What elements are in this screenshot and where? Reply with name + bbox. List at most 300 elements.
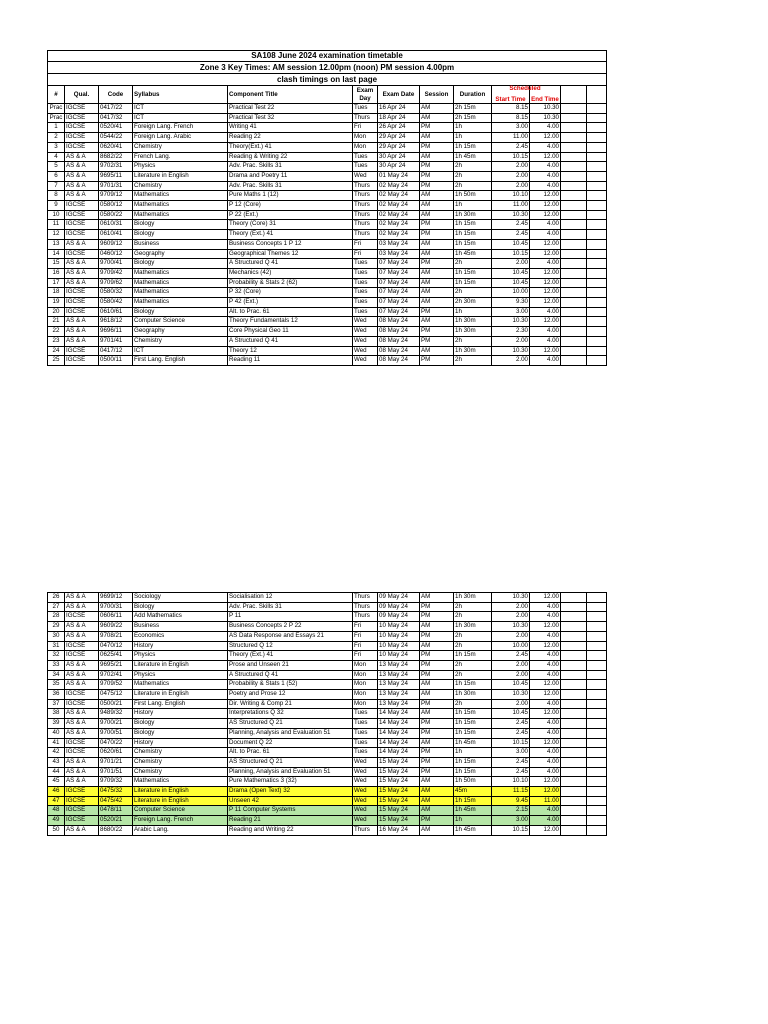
cell-qual: AS & A xyxy=(65,191,99,201)
cell-duration: 2h 15m xyxy=(454,104,492,114)
table-row xyxy=(48,690,607,700)
cell-code: 9708/21 xyxy=(99,631,133,641)
cell-duration: 1h 15m xyxy=(454,230,492,240)
cell-end: 12.00 xyxy=(530,298,561,308)
table-row xyxy=(48,660,607,670)
cell-qual: IGCSE xyxy=(65,104,99,114)
cell-component: Planning, Analysis and Evaluation 51 xyxy=(228,728,353,738)
cell-qual: AS & A xyxy=(65,719,99,729)
cell-start: 2.45 xyxy=(492,220,530,230)
cell-code: 0620/61 xyxy=(99,748,133,758)
cell-date: 07 May 24 xyxy=(378,298,420,308)
cell-end: 4.00 xyxy=(530,631,561,641)
cell-day: Tues xyxy=(353,278,378,288)
cell-session: PM xyxy=(420,767,454,777)
table-row xyxy=(48,709,607,719)
cell-day: Wed xyxy=(353,777,378,787)
cell-qual: AS & A xyxy=(65,767,99,777)
cell-component: P 11 Computer Systems xyxy=(228,806,353,816)
cell-session: AM xyxy=(420,787,454,797)
cell-start: 10.10 xyxy=(492,777,530,787)
cell-qual: IGCSE xyxy=(65,796,99,806)
cell-component: Reading 21 xyxy=(228,816,353,826)
cell-component: AS Structured Q 21 xyxy=(228,719,353,729)
cell-syllabus: Biology xyxy=(133,259,228,269)
cell-blank xyxy=(587,346,607,356)
cell-code: 9700/41 xyxy=(99,259,133,269)
cell-start: 2.45 xyxy=(492,757,530,767)
cell-qual: IGCSE xyxy=(65,249,99,259)
cell-blank xyxy=(561,113,587,123)
col-syllabus: Syllabus xyxy=(133,86,228,104)
cell-qual: AS & A xyxy=(65,259,99,269)
cell-session: PM xyxy=(420,757,454,767)
cell-blank xyxy=(587,777,607,787)
cell-end: 4.00 xyxy=(530,259,561,269)
cell-code: 0470/22 xyxy=(99,738,133,748)
cell-session: PM xyxy=(420,612,454,622)
cell-end: 4.00 xyxy=(530,171,561,181)
cell-syllabus: Biology xyxy=(133,728,228,738)
cell-syllabus: Mathematics xyxy=(133,191,228,201)
cell-component: Document Q 22 xyxy=(228,738,353,748)
cell-blank xyxy=(561,268,587,278)
cell-end: 4.00 xyxy=(530,728,561,738)
cell-session: PM xyxy=(420,327,454,337)
cell-num: 19 xyxy=(48,298,65,308)
cell-syllabus: Mathematics xyxy=(133,298,228,308)
cell-code: 0610/31 xyxy=(99,220,133,230)
table-row xyxy=(48,152,607,162)
cell-session: AM xyxy=(420,191,454,201)
cell-session: AM xyxy=(420,268,454,278)
cell-syllabus: Economics xyxy=(133,631,228,641)
cell-session: PM xyxy=(420,719,454,729)
cell-num: 28 xyxy=(48,612,65,622)
cell-num: 29 xyxy=(48,622,65,632)
table-row xyxy=(48,230,607,240)
cell-duration: 2h xyxy=(454,162,492,172)
cell-session: AM xyxy=(420,239,454,249)
cell-day: Mon xyxy=(353,699,378,709)
timetable-title: SA108 June 2024 examination timetable xyxy=(48,51,607,62)
cell-blank xyxy=(587,239,607,249)
cell-start: 2.15 xyxy=(492,806,530,816)
cell-component: Pure Maths 1 (12) xyxy=(228,191,353,201)
cell-num: 17 xyxy=(48,278,65,288)
cell-session: PM xyxy=(420,356,454,366)
cell-start: 2.00 xyxy=(492,631,530,641)
cell-syllabus: ICT xyxy=(133,113,228,123)
cell-blank xyxy=(561,220,587,230)
cell-end: 12.00 xyxy=(530,152,561,162)
cell-blank xyxy=(561,709,587,719)
cell-component: Poetry and Prose 12 xyxy=(228,690,353,700)
cell-num: 36 xyxy=(48,690,65,700)
cell-day: Fri xyxy=(353,123,378,133)
cell-blank xyxy=(561,239,587,249)
table-row xyxy=(48,142,607,152)
cell-num: 3 xyxy=(48,142,65,152)
cell-blank xyxy=(561,738,587,748)
cell-syllabus: Biology xyxy=(133,307,228,317)
cell-code: 9700/21 xyxy=(99,719,133,729)
cell-duration: 1h 15m xyxy=(454,728,492,738)
cell-duration: 1h xyxy=(454,133,492,143)
cell-session: AM xyxy=(420,641,454,651)
cell-duration: 1h 30m xyxy=(454,210,492,220)
cell-start: 10.30 xyxy=(492,210,530,220)
cell-day: Fri xyxy=(353,249,378,259)
cell-start: 9.45 xyxy=(492,796,530,806)
cell-duration: 2h xyxy=(454,660,492,670)
cell-syllabus: Sociology xyxy=(133,593,228,603)
cell-blank xyxy=(561,767,587,777)
cell-session: PM xyxy=(420,181,454,191)
cell-start: 2.00 xyxy=(492,612,530,622)
cell-blank xyxy=(561,317,587,327)
cell-duration: 1h 45m xyxy=(454,738,492,748)
cell-end: 4.00 xyxy=(530,767,561,777)
cell-qual: IGCSE xyxy=(65,806,99,816)
table-row xyxy=(48,825,607,835)
cell-code: 0500/21 xyxy=(99,699,133,709)
cell-syllabus: Business xyxy=(133,239,228,249)
cell-blank xyxy=(587,806,607,816)
cell-qual: IGCSE xyxy=(65,230,99,240)
cell-qual: IGCSE xyxy=(65,288,99,298)
cell-blank xyxy=(561,719,587,729)
table-row xyxy=(48,641,607,651)
table-row xyxy=(48,670,607,680)
cell-blank xyxy=(561,249,587,259)
cell-num: 5 xyxy=(48,162,65,172)
cell-num: 31 xyxy=(48,641,65,651)
cell-num: 39 xyxy=(48,719,65,729)
cell-start: 2.45 xyxy=(492,651,530,661)
cell-blank xyxy=(587,767,607,777)
cell-blank xyxy=(587,113,607,123)
table-row xyxy=(48,806,607,816)
cell-component: Dir. Writing & Comp 21 xyxy=(228,699,353,709)
cell-end: 12.00 xyxy=(530,191,561,201)
cell-start: 11.00 xyxy=(492,201,530,211)
table-row xyxy=(48,220,607,230)
cell-syllabus: Mathematics xyxy=(133,777,228,787)
cell-session: AM xyxy=(420,201,454,211)
cell-start: 2.45 xyxy=(492,719,530,729)
cell-end: 12.00 xyxy=(530,709,561,719)
cell-num: 7 xyxy=(48,181,65,191)
cell-component: Business Concepts 1 P 12 xyxy=(228,239,353,249)
cell-code: 0620/41 xyxy=(99,142,133,152)
cell-end: 10.30 xyxy=(530,104,561,114)
cell-duration: 1h 30m xyxy=(454,690,492,700)
cell-end: 12.00 xyxy=(530,690,561,700)
cell-duration: 1h xyxy=(454,307,492,317)
cell-syllabus: Biology xyxy=(133,602,228,612)
cell-blank xyxy=(561,757,587,767)
cell-duration: 1h 30m xyxy=(454,593,492,603)
col-component: Component Title xyxy=(228,86,353,104)
cell-code: 0610/41 xyxy=(99,230,133,240)
cell-blank xyxy=(561,123,587,133)
cell-blank xyxy=(561,327,587,337)
col-end: End Time xyxy=(530,86,561,104)
cell-code: 0580/22 xyxy=(99,210,133,220)
cell-qual: AS & A xyxy=(65,660,99,670)
cell-code: 9609/22 xyxy=(99,622,133,632)
cell-blank xyxy=(561,191,587,201)
cell-blank xyxy=(587,104,607,114)
cell-num: 6 xyxy=(48,171,65,181)
cell-start: 3.00 xyxy=(492,748,530,758)
cell-blank xyxy=(561,307,587,317)
cell-num: 9 xyxy=(48,201,65,211)
cell-start: 11.00 xyxy=(492,133,530,143)
table-row xyxy=(48,201,607,211)
cell-start: 2.00 xyxy=(492,181,530,191)
cell-duration: 1h 15m xyxy=(454,757,492,767)
cell-blank xyxy=(587,298,607,308)
cell-session: AM xyxy=(420,104,454,114)
cell-code: 0520/21 xyxy=(99,816,133,826)
cell-date: 02 May 24 xyxy=(378,201,420,211)
cell-blank xyxy=(587,288,607,298)
cell-date: 16 Apr 24 xyxy=(378,104,420,114)
cell-date: 01 May 24 xyxy=(378,171,420,181)
cell-start: 10.45 xyxy=(492,278,530,288)
cell-end: 12.00 xyxy=(530,777,561,787)
cell-component: Practical Test 22 xyxy=(228,104,353,114)
table-row xyxy=(48,728,607,738)
table-row xyxy=(48,298,607,308)
cell-code: 9489/32 xyxy=(99,709,133,719)
cell-code: 0478/11 xyxy=(99,806,133,816)
cell-syllabus: History xyxy=(133,709,228,719)
cell-date: 02 May 24 xyxy=(378,220,420,230)
cell-qual: AS & A xyxy=(65,602,99,612)
cell-syllabus: Literature in English xyxy=(133,787,228,797)
cell-day: Tues xyxy=(353,709,378,719)
cell-component: Alt. to Prac. 61 xyxy=(228,748,353,758)
cell-session: AM xyxy=(420,806,454,816)
cell-day: Tues xyxy=(353,719,378,729)
cell-start: 10.10 xyxy=(492,191,530,201)
cell-date: 07 May 24 xyxy=(378,259,420,269)
cell-qual: AS & A xyxy=(65,622,99,632)
cell-component: Reading and Writing 22 xyxy=(228,825,353,835)
cell-day: Tues xyxy=(353,162,378,172)
cell-component: Probability & Stats 2 (62) xyxy=(228,278,353,288)
col-exam-date: Exam Date xyxy=(378,86,420,104)
cell-blank xyxy=(561,690,587,700)
cell-start: 10.45 xyxy=(492,268,530,278)
cell-code: 0606/11 xyxy=(99,612,133,622)
cell-num: 25 xyxy=(48,356,65,366)
cell-code: 0520/41 xyxy=(99,123,133,133)
table-row xyxy=(48,191,607,201)
cell-duration: 2h xyxy=(454,641,492,651)
cell-day: Fri xyxy=(353,631,378,641)
cell-end: 4.00 xyxy=(530,612,561,622)
cell-qual: IGCSE xyxy=(65,210,99,220)
cell-duration: 2h xyxy=(454,612,492,622)
cell-num: 1 xyxy=(48,123,65,133)
cell-duration: 1h 45m xyxy=(454,152,492,162)
cell-start: 10.30 xyxy=(492,622,530,632)
cell-num: 4 xyxy=(48,152,65,162)
cell-date: 07 May 24 xyxy=(378,288,420,298)
cell-component: A Structured Q 41 xyxy=(228,259,353,269)
cell-qual: IGCSE xyxy=(65,133,99,143)
cell-syllabus: Literature in English xyxy=(133,690,228,700)
cell-duration: 1h 50m xyxy=(454,777,492,787)
cell-num: 35 xyxy=(48,680,65,690)
cell-num: 21 xyxy=(48,317,65,327)
cell-component: P 12 (Core) xyxy=(228,201,353,211)
cell-component: Writing 41 xyxy=(228,123,353,133)
cell-end: 4.00 xyxy=(530,757,561,767)
cell-date: 09 May 24 xyxy=(378,602,420,612)
cell-component: Pure Mathematics 3 (32) xyxy=(228,777,353,787)
cell-date: 15 May 24 xyxy=(378,796,420,806)
cell-session: AM xyxy=(420,210,454,220)
cell-blank xyxy=(587,738,607,748)
cell-component: Geographical Themes 12 xyxy=(228,249,353,259)
cell-session: PM xyxy=(420,142,454,152)
cell-code: 9709/52 xyxy=(99,680,133,690)
cell-blank xyxy=(587,259,607,269)
cell-syllabus: Chemistry xyxy=(133,767,228,777)
cell-end: 12.00 xyxy=(530,268,561,278)
cell-duration: 2h 30m xyxy=(454,298,492,308)
cell-duration: 1h 45m xyxy=(454,806,492,816)
cell-blank xyxy=(561,631,587,641)
cell-end: 4.00 xyxy=(530,651,561,661)
cell-session: PM xyxy=(420,631,454,641)
cell-blank xyxy=(587,690,607,700)
cell-end: 4.00 xyxy=(530,719,561,729)
cell-day: Fri xyxy=(353,239,378,249)
col-blank-a xyxy=(561,86,587,104)
cell-component: Theory (Core) 31 xyxy=(228,220,353,230)
cell-blank xyxy=(587,612,607,622)
cell-component: Structured Q 12 xyxy=(228,641,353,651)
cell-start: 8.15 xyxy=(492,104,530,114)
cell-day: Fri xyxy=(353,651,378,661)
cell-blank xyxy=(561,336,587,346)
cell-duration: 1h 15m xyxy=(454,680,492,690)
cell-duration: 1h 30m xyxy=(454,622,492,632)
cell-qual: IGCSE xyxy=(65,113,99,123)
cell-num: 10 xyxy=(48,210,65,220)
cell-start: 2.45 xyxy=(492,728,530,738)
table-row xyxy=(48,738,607,748)
table-row xyxy=(48,346,607,356)
cell-start: 10.30 xyxy=(492,346,530,356)
key-times: Zone 3 Key Times: AM session 12.00pm (noon) PM session 4.00pm xyxy=(48,62,607,74)
cell-qual: AS & A xyxy=(65,181,99,191)
cell-date: 08 May 24 xyxy=(378,356,420,366)
cell-code: 9701/21 xyxy=(99,757,133,767)
cell-end: 11.00 xyxy=(530,796,561,806)
cell-syllabus: Literature in English xyxy=(133,796,228,806)
timetable-part-1 xyxy=(47,50,607,366)
cell-day: Thurs xyxy=(353,612,378,622)
cell-start: 8.15 xyxy=(492,113,530,123)
cell-date: 13 May 24 xyxy=(378,699,420,709)
cell-duration: 2h xyxy=(454,171,492,181)
cell-num: 18 xyxy=(48,288,65,298)
cell-end: 12.00 xyxy=(530,593,561,603)
cell-syllabus: Chemistry xyxy=(133,142,228,152)
cell-day: Tues xyxy=(353,728,378,738)
cell-end: 12.00 xyxy=(530,787,561,797)
cell-end: 4.00 xyxy=(530,748,561,758)
cell-date: 02 May 24 xyxy=(378,210,420,220)
cell-blank xyxy=(587,356,607,366)
cell-syllabus: Geography xyxy=(133,327,228,337)
scheduled-label: Scheduled xyxy=(509,85,541,92)
table-row xyxy=(48,602,607,612)
cell-end: 12.00 xyxy=(530,133,561,143)
cell-end: 12.00 xyxy=(530,201,561,211)
cell-qual: IGCSE xyxy=(65,748,99,758)
cell-code: 9709/12 xyxy=(99,191,133,201)
cell-component: Reading 11 xyxy=(228,356,353,366)
cell-blank xyxy=(561,288,587,298)
cell-blank xyxy=(561,622,587,632)
table-row xyxy=(48,651,607,661)
cell-day: Thurs xyxy=(353,113,378,123)
cell-code: 0580/32 xyxy=(99,288,133,298)
cell-blank xyxy=(587,593,607,603)
cell-date: 16 May 24 xyxy=(378,825,420,835)
cell-component: Theory(Ext.) 41 xyxy=(228,142,353,152)
cell-start: 2.00 xyxy=(492,171,530,181)
cell-day: Tues xyxy=(353,152,378,162)
table-row xyxy=(48,288,607,298)
cell-syllabus: Chemistry xyxy=(133,181,228,191)
cell-qual: AS & A xyxy=(65,171,99,181)
cell-end: 4.00 xyxy=(530,660,561,670)
cell-day: Thurs xyxy=(353,220,378,230)
cell-code: 9609/12 xyxy=(99,239,133,249)
cell-code: 9701/51 xyxy=(99,767,133,777)
cell-session: AM xyxy=(420,738,454,748)
cell-syllabus: Computer Science xyxy=(133,317,228,327)
cell-end: 12.00 xyxy=(530,641,561,651)
cell-code: 0417/32 xyxy=(99,113,133,123)
cell-date: 02 May 24 xyxy=(378,191,420,201)
table-row xyxy=(48,757,607,767)
cell-num: 32 xyxy=(48,651,65,661)
cell-date: 14 May 24 xyxy=(378,748,420,758)
cell-syllabus: Biology xyxy=(133,719,228,729)
cell-blank xyxy=(561,133,587,143)
cell-day: Thurs xyxy=(353,201,378,211)
cell-day: Wed xyxy=(353,171,378,181)
cell-session: PM xyxy=(420,307,454,317)
cell-date: 14 May 24 xyxy=(378,728,420,738)
cell-num: 50 xyxy=(48,825,65,835)
cell-blank xyxy=(561,181,587,191)
cell-day: Tues xyxy=(353,738,378,748)
cell-start: 2.00 xyxy=(492,162,530,172)
cell-day: Thurs xyxy=(353,230,378,240)
cell-day: Mon xyxy=(353,133,378,143)
